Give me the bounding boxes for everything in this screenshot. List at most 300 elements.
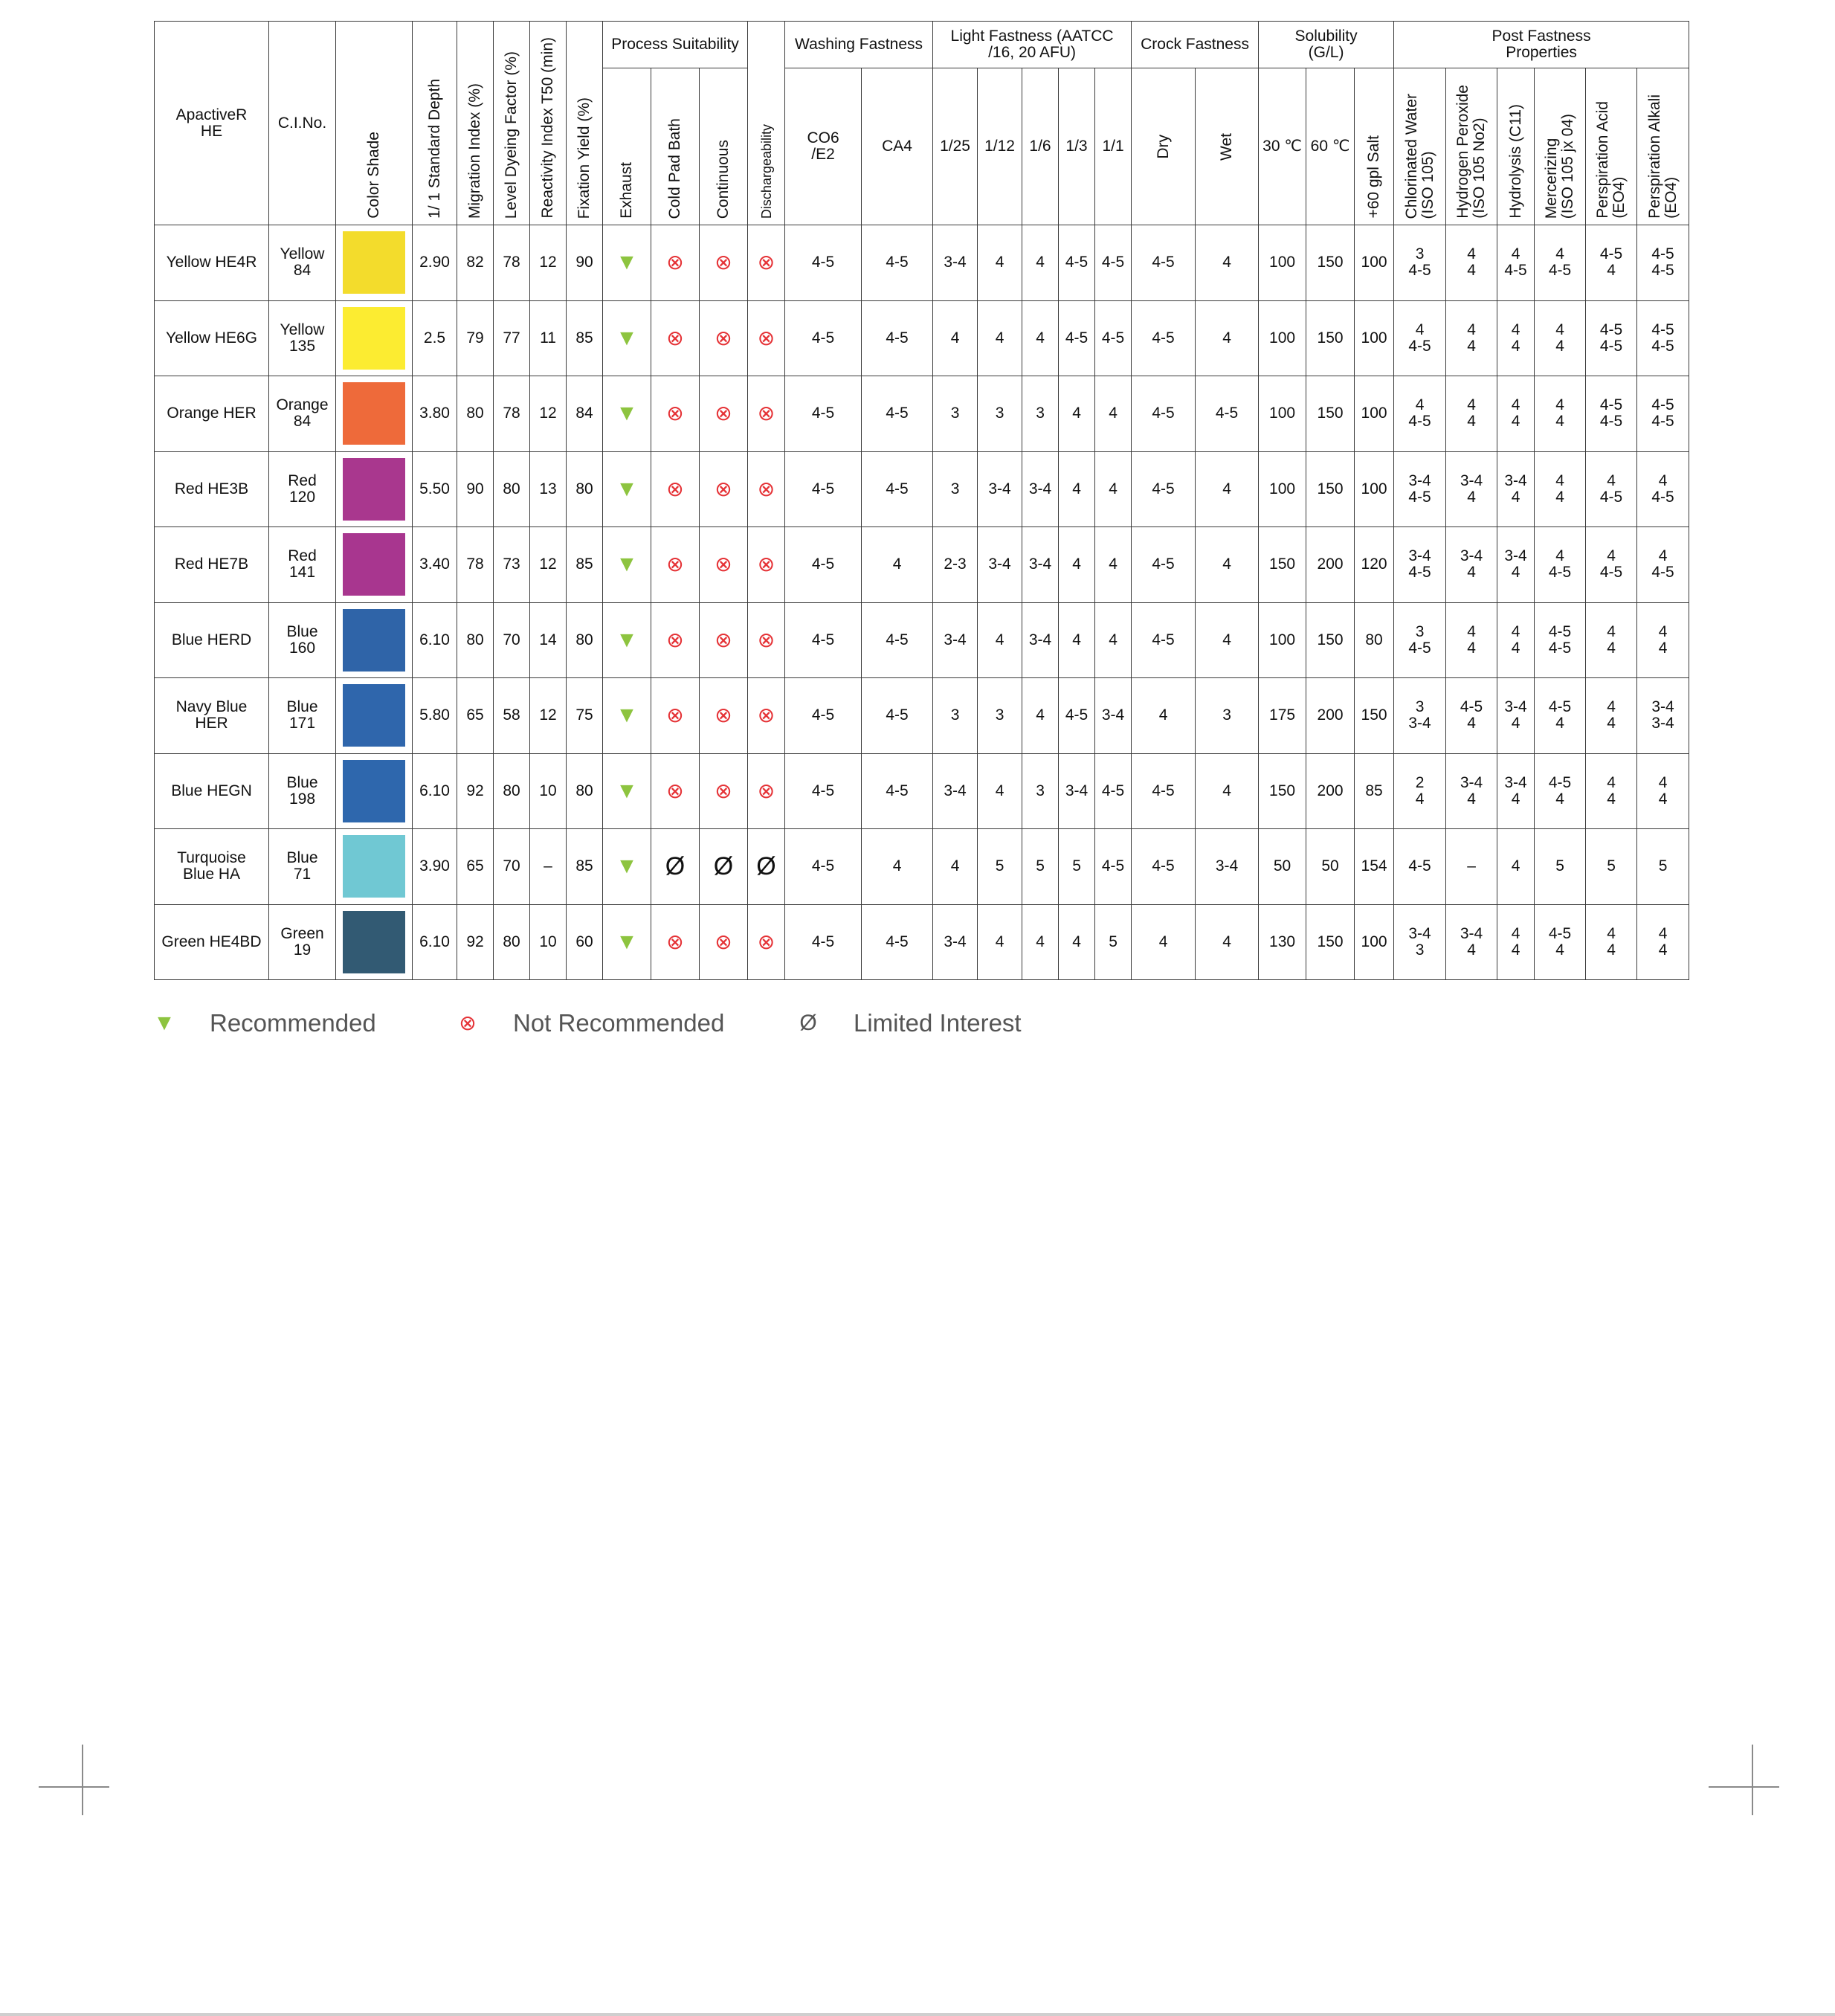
- mercerizing-cell: 5: [1535, 829, 1586, 905]
- mercerizing-cell: 4-5 4: [1535, 678, 1586, 754]
- washing-co6-cell: 4-5: [785, 904, 862, 980]
- page-bottom-edge: [0, 2013, 1835, 2016]
- level-dyeing-cell: 70: [494, 829, 530, 905]
- light-1-3-cell: 4-5: [1059, 300, 1095, 376]
- standard-depth-cell: 6.10: [413, 602, 457, 678]
- legend-recommended: [149, 1005, 376, 1041]
- cold-pad-cell: [651, 527, 700, 603]
- solubility-salt-cell: 100: [1355, 904, 1394, 980]
- hydrolysis-cell: 4 4: [1497, 300, 1535, 376]
- perspiration-acid-cell: 4-5 4-5: [1586, 300, 1637, 376]
- limited-interest-icon: Ø: [799, 1011, 817, 1035]
- dischargeability-cell: [748, 678, 785, 754]
- light-1-1-cell: 5: [1095, 904, 1132, 980]
- solubility-30-cell: 175: [1259, 678, 1306, 754]
- light-1-1-cell: 4-5: [1095, 753, 1132, 829]
- light-1-12-cell: 3-4: [978, 527, 1022, 603]
- not-recommended-cross-icon: ⊗: [715, 251, 732, 274]
- perspiration-acid-cell: 4 4: [1586, 904, 1637, 980]
- standard-depth-cell: 5.80: [413, 678, 457, 754]
- header-color-shade: Color Shade: [336, 22, 413, 225]
- perspiration-alkali-cell: 4 4: [1637, 753, 1689, 829]
- header-hydrogen-peroxide: Hydrogen Peroxide (ISO 105 No2): [1446, 68, 1497, 225]
- standard-depth-cell: 2.90: [413, 225, 457, 301]
- chlorinated-water-cell: 2 4: [1394, 753, 1446, 829]
- solubility-salt-cell: 154: [1355, 829, 1394, 905]
- not-recommended-cross-icon: ⊗: [757, 251, 775, 274]
- header-fixation-yield: Fixation Yield (%): [567, 22, 603, 225]
- light-1-12-cell: 5: [978, 829, 1022, 905]
- header-cino: C.I.No.: [269, 22, 336, 225]
- header-migration-index: Migration Index (%): [457, 22, 494, 225]
- crock-wet-cell: 4: [1196, 300, 1259, 376]
- dischargeability-cell: [748, 225, 785, 301]
- light-1-25-cell: 3-4: [933, 602, 978, 678]
- not-recommended-cross-icon: ⊗: [459, 1011, 477, 1034]
- solubility-salt-cell: 85: [1355, 753, 1394, 829]
- crop-mark-right-vertical: [1752, 1745, 1753, 1815]
- cino-cell: Green 19: [269, 904, 336, 980]
- exhaust-cell: [603, 678, 651, 754]
- reactivity-index-cell: 11: [530, 300, 567, 376]
- cold-pad-cell: [651, 829, 700, 905]
- not-recommended-cross-icon: ⊗: [715, 326, 732, 350]
- cino-cell: Yellow 84: [269, 225, 336, 301]
- header-crock-dry: Dry: [1132, 68, 1196, 225]
- perspiration-alkali-cell: 4-5 4-5: [1637, 225, 1689, 301]
- solubility-30-cell: 100: [1259, 225, 1306, 301]
- migration-index-cell: 79: [457, 300, 494, 376]
- light-1-12-cell: 4: [978, 225, 1022, 301]
- not-recommended-cross-icon: ⊗: [757, 326, 775, 350]
- level-dyeing-cell: 70: [494, 602, 530, 678]
- chlorinated-water-cell: 4 4-5: [1394, 300, 1446, 376]
- fixation-yield-cell: 75: [567, 678, 603, 754]
- hydrogen-peroxide-cell: –: [1446, 829, 1497, 905]
- solubility-salt-cell: 80: [1355, 602, 1394, 678]
- light-1-6-cell: 3-4: [1022, 451, 1059, 527]
- fixation-yield-cell: 80: [567, 451, 603, 527]
- dischargeability-cell: [748, 829, 785, 905]
- chlorinated-water-cell: 3 4-5: [1394, 602, 1446, 678]
- crock-wet-cell: 4-5: [1196, 376, 1259, 452]
- not-recommended-cross-icon: ⊗: [715, 477, 732, 500]
- legend-recommended-label: Recommended: [210, 1009, 376, 1037]
- cold-pad-cell: [651, 300, 700, 376]
- limited-interest-icon: Ø: [665, 852, 686, 881]
- chlorinated-water-cell: 3-4 4-5: [1394, 451, 1446, 527]
- header-light-1-1: 1/1: [1095, 68, 1132, 225]
- continuous-cell: [700, 678, 748, 754]
- solubility-30-cell: 100: [1259, 300, 1306, 376]
- fixation-yield-cell: 84: [567, 376, 603, 452]
- reactivity-index-cell: 10: [530, 753, 567, 829]
- solubility-salt-cell: 100: [1355, 225, 1394, 301]
- perspiration-acid-cell: 4 4-5: [1586, 527, 1637, 603]
- fixation-yield-cell: 85: [567, 527, 603, 603]
- not-recommended-cross-icon: ⊗: [666, 477, 684, 500]
- exhaust-cell: [603, 300, 651, 376]
- solubility-salt-cell: 100: [1355, 300, 1394, 376]
- perspiration-acid-cell: 4 4: [1586, 602, 1637, 678]
- recommended-triangle-icon: ▼: [616, 778, 638, 803]
- color-shade-cell: [336, 451, 413, 527]
- hydrogen-peroxide-cell: 4 4: [1446, 225, 1497, 301]
- solubility-salt-cell: 120: [1355, 527, 1394, 603]
- not-recommended-cross-icon: ⊗: [666, 553, 684, 576]
- exhaust-cell: [603, 376, 651, 452]
- light-1-6-cell: 3-4: [1022, 602, 1059, 678]
- color-swatch: [343, 307, 405, 370]
- not-recommended-cross-icon: ⊗: [715, 402, 732, 425]
- solubility-30-cell: 100: [1259, 451, 1306, 527]
- light-1-12-cell: 3-4: [978, 451, 1022, 527]
- crop-mark-left-vertical: [82, 1745, 83, 1815]
- washing-ca4-cell: 4-5: [862, 225, 933, 301]
- fixation-yield-cell: 85: [567, 829, 603, 905]
- cino-cell: Blue 71: [269, 829, 336, 905]
- washing-ca4-cell: 4-5: [862, 753, 933, 829]
- recommended-triangle-icon: ▼: [616, 627, 638, 652]
- not-recommended-cross-icon: ⊗: [757, 402, 775, 425]
- light-1-6-cell: 3-4: [1022, 527, 1059, 603]
- light-1-25-cell: 4: [933, 829, 978, 905]
- header-level-dyeing: Level Dyeing Factor (%): [494, 22, 530, 225]
- crock-dry-cell: 4: [1132, 678, 1196, 754]
- light-1-6-cell: 4: [1022, 225, 1059, 301]
- mercerizing-cell: 4-5 4: [1535, 753, 1586, 829]
- product-name-cell: Red HE7B: [155, 527, 269, 603]
- perspiration-alkali-cell: 4 4: [1637, 602, 1689, 678]
- hydrolysis-cell: 3-4 4: [1497, 527, 1535, 603]
- hydrolysis-cell: 4 4: [1497, 376, 1535, 452]
- color-swatch: [343, 911, 405, 973]
- header-perspiration-alkali: Perspiration Alkali (EO4): [1637, 68, 1689, 225]
- color-swatch: [343, 835, 405, 898]
- washing-co6-cell: 4-5: [785, 602, 862, 678]
- light-1-3-cell: 4: [1059, 376, 1095, 452]
- washing-ca4-cell: 4: [862, 527, 933, 603]
- exhaust-cell: [603, 527, 651, 603]
- color-shade-cell: [336, 300, 413, 376]
- header-solubility-salt: +60 gpl Salt: [1355, 68, 1394, 225]
- standard-depth-cell: 3.90: [413, 829, 457, 905]
- hydrolysis-cell: 3-4 4: [1497, 678, 1535, 754]
- header-light-1-25: 1/25: [933, 68, 978, 225]
- table-body: [155, 225, 1689, 980]
- crock-wet-cell: 3: [1196, 678, 1259, 754]
- hydrolysis-cell: 4 4: [1497, 904, 1535, 980]
- legend-not-recommended-label: Not Recommended: [513, 1009, 725, 1037]
- crock-dry-cell: 4-5: [1132, 753, 1196, 829]
- level-dyeing-cell: 80: [494, 904, 530, 980]
- light-1-25-cell: 3-4: [933, 753, 978, 829]
- perspiration-alkali-cell: 4 4: [1637, 904, 1689, 980]
- recommended-triangle-icon: ▼: [616, 325, 638, 350]
- light-1-12-cell: 4: [978, 753, 1022, 829]
- color-swatch: [343, 533, 405, 596]
- hydrogen-peroxide-cell: 4 4: [1446, 376, 1497, 452]
- light-1-1-cell: 4-5: [1095, 225, 1132, 301]
- group-post-fastness: Post Fastness Properties: [1394, 22, 1689, 68]
- light-1-6-cell: 3: [1022, 376, 1059, 452]
- product-name-cell: Green HE4BD: [155, 904, 269, 980]
- crock-dry-cell: 4-5: [1132, 376, 1196, 452]
- header-light-1-3: 1/3: [1059, 68, 1095, 225]
- solubility-60-cell: 150: [1306, 376, 1355, 452]
- washing-co6-cell: 4-5: [785, 678, 862, 754]
- dischargeability-cell: [748, 753, 785, 829]
- header-hydrolysis: Hydrolysis (C11): [1497, 68, 1535, 225]
- dischargeability-cell: [748, 527, 785, 603]
- perspiration-acid-cell: 5: [1586, 829, 1637, 905]
- washing-co6-cell: 4-5: [785, 300, 862, 376]
- solubility-60-cell: 50: [1306, 829, 1355, 905]
- light-1-12-cell: 4: [978, 904, 1022, 980]
- continuous-cell: [700, 904, 748, 980]
- hydrolysis-cell: 4: [1497, 829, 1535, 905]
- light-1-6-cell: 4: [1022, 678, 1059, 754]
- light-1-1-cell: 4: [1095, 527, 1132, 603]
- color-swatch: [343, 382, 405, 445]
- light-1-1-cell: 4: [1095, 602, 1132, 678]
- dischargeability-cell: [748, 904, 785, 980]
- light-1-3-cell: 4: [1059, 904, 1095, 980]
- hydrogen-peroxide-cell: 3-4 4: [1446, 527, 1497, 603]
- continuous-cell: [700, 300, 748, 376]
- not-recommended-cross-icon: ⊗: [757, 930, 775, 953]
- light-1-25-cell: 3: [933, 451, 978, 527]
- migration-index-cell: 90: [457, 451, 494, 527]
- perspiration-alkali-cell: 4 4-5: [1637, 527, 1689, 603]
- exhaust-cell: [603, 602, 651, 678]
- perspiration-alkali-cell: 4-5 4-5: [1637, 376, 1689, 452]
- washing-co6-cell: 4-5: [785, 527, 862, 603]
- group-process-suitability: Process Suitability: [603, 22, 748, 68]
- solubility-salt-cell: 100: [1355, 376, 1394, 452]
- color-shade-cell: [336, 904, 413, 980]
- limited-interest-icon: Ø: [756, 852, 776, 881]
- light-1-25-cell: 3: [933, 376, 978, 452]
- table-row: [155, 451, 1689, 527]
- standard-depth-cell: 5.50: [413, 451, 457, 527]
- exhaust-cell: [603, 225, 651, 301]
- cino-cell: Red 120: [269, 451, 336, 527]
- perspiration-acid-cell: 4-5 4: [1586, 225, 1637, 301]
- solubility-30-cell: 100: [1259, 376, 1306, 452]
- fixation-yield-cell: 60: [567, 904, 603, 980]
- washing-ca4-cell: 4-5: [862, 904, 933, 980]
- product-name-cell: Turquoise Blue HA: [155, 829, 269, 905]
- level-dyeing-cell: 80: [494, 451, 530, 527]
- recommended-triangle-icon: ▼: [616, 703, 638, 728]
- not-recommended-cross-icon: ⊗: [715, 703, 732, 727]
- solubility-60-cell: 200: [1306, 527, 1355, 603]
- crock-dry-cell: 4-5: [1132, 300, 1196, 376]
- hydrogen-peroxide-cell: 4-5 4: [1446, 678, 1497, 754]
- light-1-25-cell: 2-3: [933, 527, 978, 603]
- perspiration-alkali-cell: 4-5 4-5: [1637, 300, 1689, 376]
- reactivity-index-cell: 13: [530, 451, 567, 527]
- product-name-cell: Yellow HE6G: [155, 300, 269, 376]
- cino-cell: Blue 198: [269, 753, 336, 829]
- washing-ca4-cell: 4-5: [862, 678, 933, 754]
- cino-cell: Yellow 135: [269, 300, 336, 376]
- light-1-1-cell: 4: [1095, 451, 1132, 527]
- dischargeability-cell: [748, 451, 785, 527]
- color-shade-cell: [336, 376, 413, 452]
- light-1-3-cell: 4: [1059, 602, 1095, 678]
- light-1-6-cell: 4: [1022, 904, 1059, 980]
- crock-dry-cell: 4-5: [1132, 451, 1196, 527]
- product-name-cell: Red HE3B: [155, 451, 269, 527]
- header-light-1-12: 1/12: [978, 68, 1022, 225]
- cold-pad-cell: [651, 602, 700, 678]
- exhaust-cell: [603, 904, 651, 980]
- chlorinated-water-cell: 3 4-5: [1394, 225, 1446, 301]
- not-recommended-cross-icon: ⊗: [666, 628, 684, 651]
- continuous-cell: [700, 753, 748, 829]
- mercerizing-cell: 4 4-5: [1535, 225, 1586, 301]
- table-row: [155, 376, 1689, 452]
- washing-ca4-cell: 4-5: [862, 602, 933, 678]
- header-cold-pad-bath: Cold Pad Bath: [651, 68, 700, 225]
- light-1-3-cell: 4-5: [1059, 678, 1095, 754]
- header-perspiration-acid: Perspiration Acid (EO4): [1586, 68, 1637, 225]
- perspiration-acid-cell: 4 4-5: [1586, 451, 1637, 527]
- level-dyeing-cell: 78: [494, 376, 530, 452]
- table-row: [155, 602, 1689, 678]
- header-solubility-30: 30 ℃: [1259, 68, 1306, 225]
- light-1-3-cell: 5: [1059, 829, 1095, 905]
- reactivity-index-cell: 12: [530, 225, 567, 301]
- crock-wet-cell: 4: [1196, 527, 1259, 603]
- chlorinated-water-cell: 4 4-5: [1394, 376, 1446, 452]
- recommended-triangle-icon: ▼: [616, 401, 638, 426]
- chlorinated-water-cell: 3-4 4-5: [1394, 527, 1446, 603]
- perspiration-acid-cell: 4 4: [1586, 753, 1637, 829]
- header-mercerizing: Mercerizing (ISO 105 jx 04): [1535, 68, 1586, 225]
- reactivity-index-cell: 12: [530, 376, 567, 452]
- crock-wet-cell: 4: [1196, 753, 1259, 829]
- solubility-60-cell: 150: [1306, 300, 1355, 376]
- hydrogen-peroxide-cell: 3-4 4: [1446, 451, 1497, 527]
- dischargeability-cell: [748, 376, 785, 452]
- migration-index-cell: 80: [457, 376, 494, 452]
- product-name-cell: Blue HEGN: [155, 753, 269, 829]
- standard-depth-cell: 3.40: [413, 527, 457, 603]
- migration-index-cell: 92: [457, 753, 494, 829]
- solubility-60-cell: 150: [1306, 904, 1355, 980]
- not-recommended-cross-icon: ⊗: [757, 628, 775, 651]
- level-dyeing-cell: 78: [494, 225, 530, 301]
- light-1-12-cell: 3: [978, 678, 1022, 754]
- color-shade-cell: [336, 753, 413, 829]
- not-recommended-cross-icon: ⊗: [757, 779, 775, 802]
- reactivity-index-cell: –: [530, 829, 567, 905]
- standard-depth-cell: 2.5: [413, 300, 457, 376]
- chlorinated-water-cell: 4-5: [1394, 829, 1446, 905]
- recommended-triangle-icon: ▼: [616, 854, 638, 879]
- header-co6: CO6 /E2: [785, 68, 862, 225]
- light-1-12-cell: 4: [978, 300, 1022, 376]
- exhaust-cell: [603, 451, 651, 527]
- recommended-triangle-icon: ▼: [616, 552, 638, 577]
- washing-co6-cell: 4-5: [785, 225, 862, 301]
- perspiration-alkali-cell: 5: [1637, 829, 1689, 905]
- solubility-30-cell: 150: [1259, 527, 1306, 603]
- migration-index-cell: 78: [457, 527, 494, 603]
- solubility-30-cell: 130: [1259, 904, 1306, 980]
- light-1-25-cell: 4: [933, 300, 978, 376]
- color-shade-cell: [336, 678, 413, 754]
- not-recommended-cross-icon: ⊗: [666, 930, 684, 953]
- light-1-3-cell: 3-4: [1059, 753, 1095, 829]
- exhaust-cell: [603, 753, 651, 829]
- continuous-cell: [700, 225, 748, 301]
- continuous-cell: [700, 602, 748, 678]
- light-1-25-cell: 3: [933, 678, 978, 754]
- reactivity-index-cell: 12: [530, 527, 567, 603]
- hydrogen-peroxide-cell: 4 4: [1446, 300, 1497, 376]
- crock-wet-cell: 4: [1196, 602, 1259, 678]
- dye-properties-table: [154, 21, 1689, 980]
- recommended-triangle-icon: ▼: [153, 1011, 175, 1035]
- crock-dry-cell: 4-5: [1132, 527, 1196, 603]
- solubility-30-cell: 100: [1259, 602, 1306, 678]
- cold-pad-cell: [651, 904, 700, 980]
- solubility-60-cell: 150: [1306, 225, 1355, 301]
- color-swatch: [343, 231, 405, 294]
- level-dyeing-cell: 73: [494, 527, 530, 603]
- light-1-1-cell: 3-4: [1095, 678, 1132, 754]
- group-crock-fastness: Crock Fastness: [1132, 22, 1259, 68]
- exhaust-cell: [603, 829, 651, 905]
- washing-ca4-cell: 4: [862, 829, 933, 905]
- fixation-yield-cell: 85: [567, 300, 603, 376]
- solubility-60-cell: 200: [1306, 678, 1355, 754]
- hydrolysis-cell: 3-4 4: [1497, 451, 1535, 527]
- header-exhaust: Exhaust: [603, 68, 651, 225]
- light-1-25-cell: 3-4: [933, 904, 978, 980]
- cino-cell: Red 141: [269, 527, 336, 603]
- cino-cell: Blue 171: [269, 678, 336, 754]
- not-recommended-cross-icon: ⊗: [666, 251, 684, 274]
- solubility-60-cell: 150: [1306, 602, 1355, 678]
- solubility-60-cell: 200: [1306, 753, 1355, 829]
- solubility-30-cell: 150: [1259, 753, 1306, 829]
- light-1-6-cell: 4: [1022, 300, 1059, 376]
- washing-ca4-cell: 4-5: [862, 376, 933, 452]
- table-row: [155, 753, 1689, 829]
- not-recommended-cross-icon: ⊗: [715, 553, 732, 576]
- crop-mark-left-horizontal: [39, 1786, 109, 1788]
- light-1-1-cell: 4: [1095, 376, 1132, 452]
- mercerizing-cell: 4-5 4: [1535, 904, 1586, 980]
- dischargeability-cell: [748, 602, 785, 678]
- light-1-12-cell: 3: [978, 376, 1022, 452]
- perspiration-acid-cell: 4 4: [1586, 678, 1637, 754]
- hydrogen-peroxide-cell: 4 4: [1446, 602, 1497, 678]
- mercerizing-cell: 4 4-5: [1535, 527, 1586, 603]
- mercerizing-cell: 4 4: [1535, 451, 1586, 527]
- washing-co6-cell: 4-5: [785, 376, 862, 452]
- group-solubility: Solubility (G/L): [1259, 22, 1394, 68]
- not-recommended-cross-icon: ⊗: [666, 779, 684, 802]
- cold-pad-cell: [651, 678, 700, 754]
- not-recommended-cross-icon: ⊗: [666, 703, 684, 727]
- perspiration-acid-cell: 4-5 4-5: [1586, 376, 1637, 452]
